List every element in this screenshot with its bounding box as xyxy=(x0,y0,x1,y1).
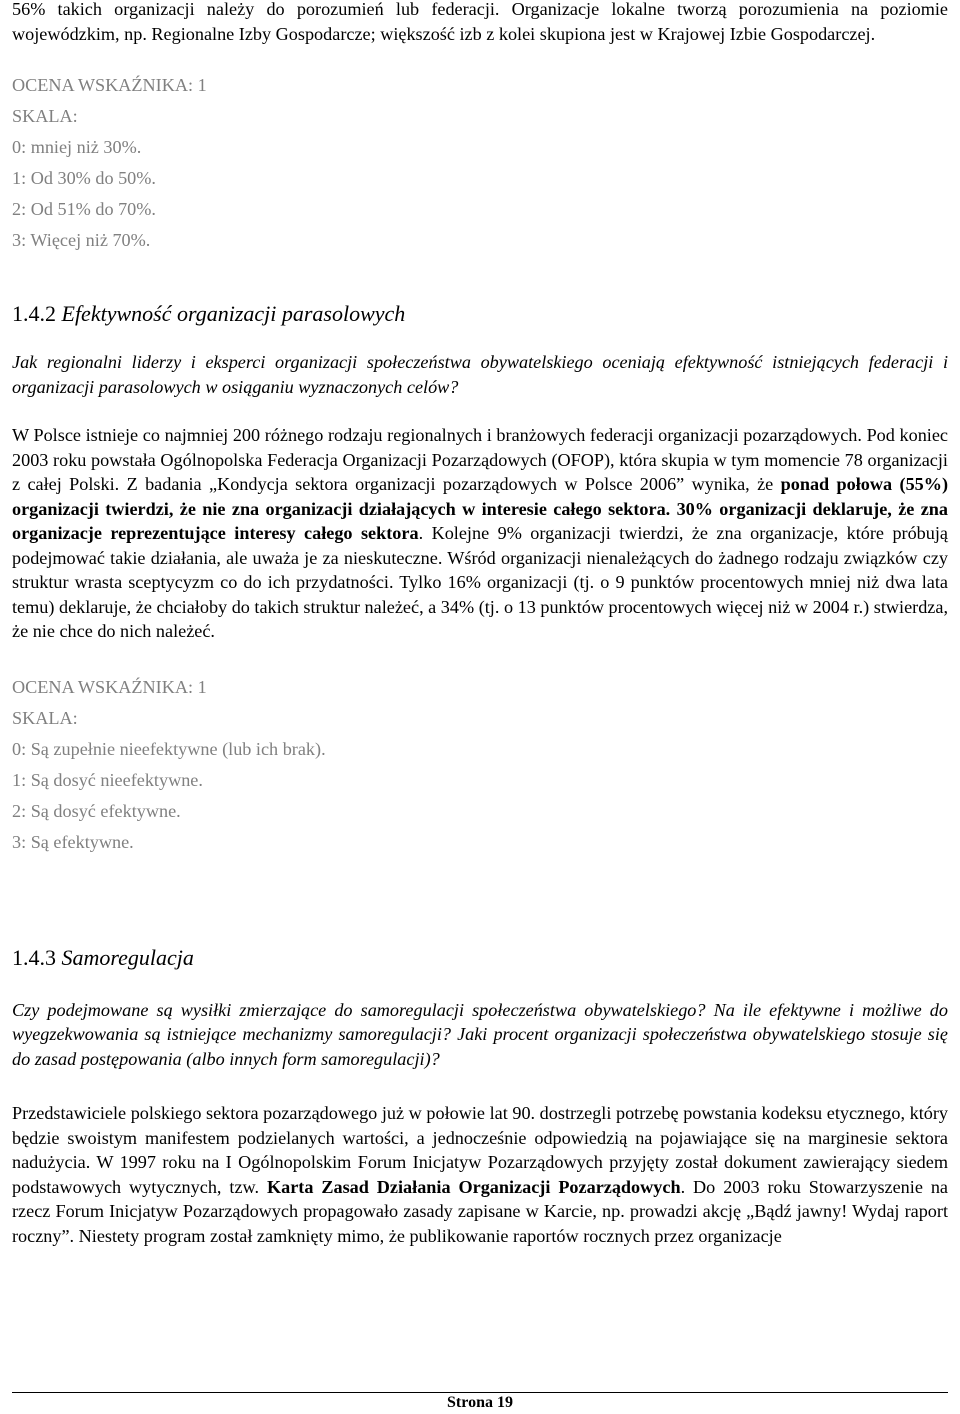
section-number: 1.4.3 xyxy=(12,944,56,970)
body-bold-text: Karta Zasad Działania Organizacji Pozarządowych xyxy=(266,1176,681,1197)
body-text: W Polsce istnieje co najmniej 200 różnego rodzaju regionalnych i branżowych federacji organizacji pozarządowych. Pod koniec 2003 roku powstała Ogólnopolska Federacja Organizacji Pozarządowych (OFOP), która skupia w tym momencie 78 organizacji z całej Polski. Z badania „Kondycja sektora organizacji pozarządowych w Polsce 2006” wynika, że xyxy=(12,425,948,494)
scale-item: 2: Od 51% do 70%. xyxy=(12,199,156,219)
assessment-block-2 xyxy=(12,672,948,858)
section-body xyxy=(12,423,948,644)
body-text: . Do 2003 roku Stowarzyszenie na rzecz Forum Inicjatyw Pozarządowych propagowało zasady zapisane w Karcie, np. prowadzi akcję „Bądź jawny! Wydaj raport roczny”. Niestety program został zamknięty mimo, że publikowanie raportów rocznych przez organizacje xyxy=(12,1176,948,1246)
page-number: Strona 19 xyxy=(447,1394,513,1411)
body-text: Przedstawiciele polskiego sektora pozarządowego już w połowie lat 90. dostrzegli potrzebę powstania kodeksu etycznego, który będzie swoistym manifestem podzielanych wartości, a jednocześnie odpowiedzią na pojawiające się na marginesie sektora nadużycia. W 1997 roku na I Ogólnopolskim Forum Inicjatyw Pozarządowych przyjęty został dokument zawierający siedem podstawowych wytycznych, tzw. xyxy=(12,1103,948,1197)
section-heading xyxy=(12,300,948,328)
intro-paragraph: 56% takich organizacji należy do porozumień lub federacji. Organizacje lokalne tworzą porozumienia na poziomie wojewódzkim, np. Regionalne Izby Gospodarcze; większość izb z kolei skupiona jest w Krajowej Izbie Gospodarczej. xyxy=(12,0,948,44)
section-question: Jak regionalni liderzy i eksperci organizacji społeczeństwa obywatelskiego oceniają efektywność istniejących federacji i organizacji parasolowych w osiąganiu wyznaczonych celów? xyxy=(12,352,948,397)
body-bold-text: ponad połowa (55%) organizacji twierdzi, że nie zna organizacji działających w interesie całego sektora. 30% organizacji deklaruje, że zna organizacje reprezentujące interesy całego sektora xyxy=(12,474,948,543)
assessment-block-1 xyxy=(12,70,948,256)
scale-item: 1: Są dosyć nieefektywne. xyxy=(12,769,203,790)
scale-item: 3: Więcej niż 70%. xyxy=(12,230,151,250)
section-question: Czy podejmowane są wysiłki zmierzające do samoregulacji społeczeństwa obywatelskiego? Na ile efektywne i możliwe do wyegzekwowania są istniejące mechanizmy samoregulacji? Jaki procent organizacji społeczeństwa obywatelskiego stosuje się do zasad postępowania (albo innych form samoregulacji)? xyxy=(12,999,948,1069)
scale-label: SKALA: xyxy=(12,106,78,126)
body-text: . Kolejne 9% organizacji twierdzi, że zna organizacje, które próbują podejmować takie działania, ale uważa je za nieskuteczne. Wśród organizacji nienależących do żadnego rodzaju związków czy struktur wrasta sceptycyzm co do ich przydatności. Tylko 16% organizacji (tj. o 9 punktów procentowych mniej niż dwa lata temu) deklaruje, że chciałoby do takich struktur należeć, a 34% (tj. o 13 punktów procentowych więcej niż w 2004 r.) stwierdza, że nie chce do nich należeć. xyxy=(12,523,948,641)
section-heading xyxy=(12,944,948,972)
section-title: Efektywność organizacji parasolowych xyxy=(61,301,406,326)
assessment-title: OCENA WSKAŹNIKA: 1 xyxy=(12,75,207,95)
scale-item: 0: mniej niż 30%. xyxy=(12,137,142,157)
scale-item: 1: Od 30% do 50%. xyxy=(12,168,156,188)
scale-item: 0: Są zupełnie nieefektywne (lub ich brak). xyxy=(12,738,326,759)
scale-label: SKALA: xyxy=(12,707,78,728)
section-number: 1.4.2 xyxy=(12,301,56,326)
section-body xyxy=(12,1101,948,1248)
scale-item: 2: Są dosyć efektywne. xyxy=(12,800,181,821)
document-page xyxy=(12,0,948,1248)
assessment-title: OCENA WSKAŹNIKA: 1 xyxy=(12,676,207,697)
section-title: Samoregulacja xyxy=(61,944,194,970)
scale-item: 3: Są efektywne. xyxy=(12,831,134,852)
